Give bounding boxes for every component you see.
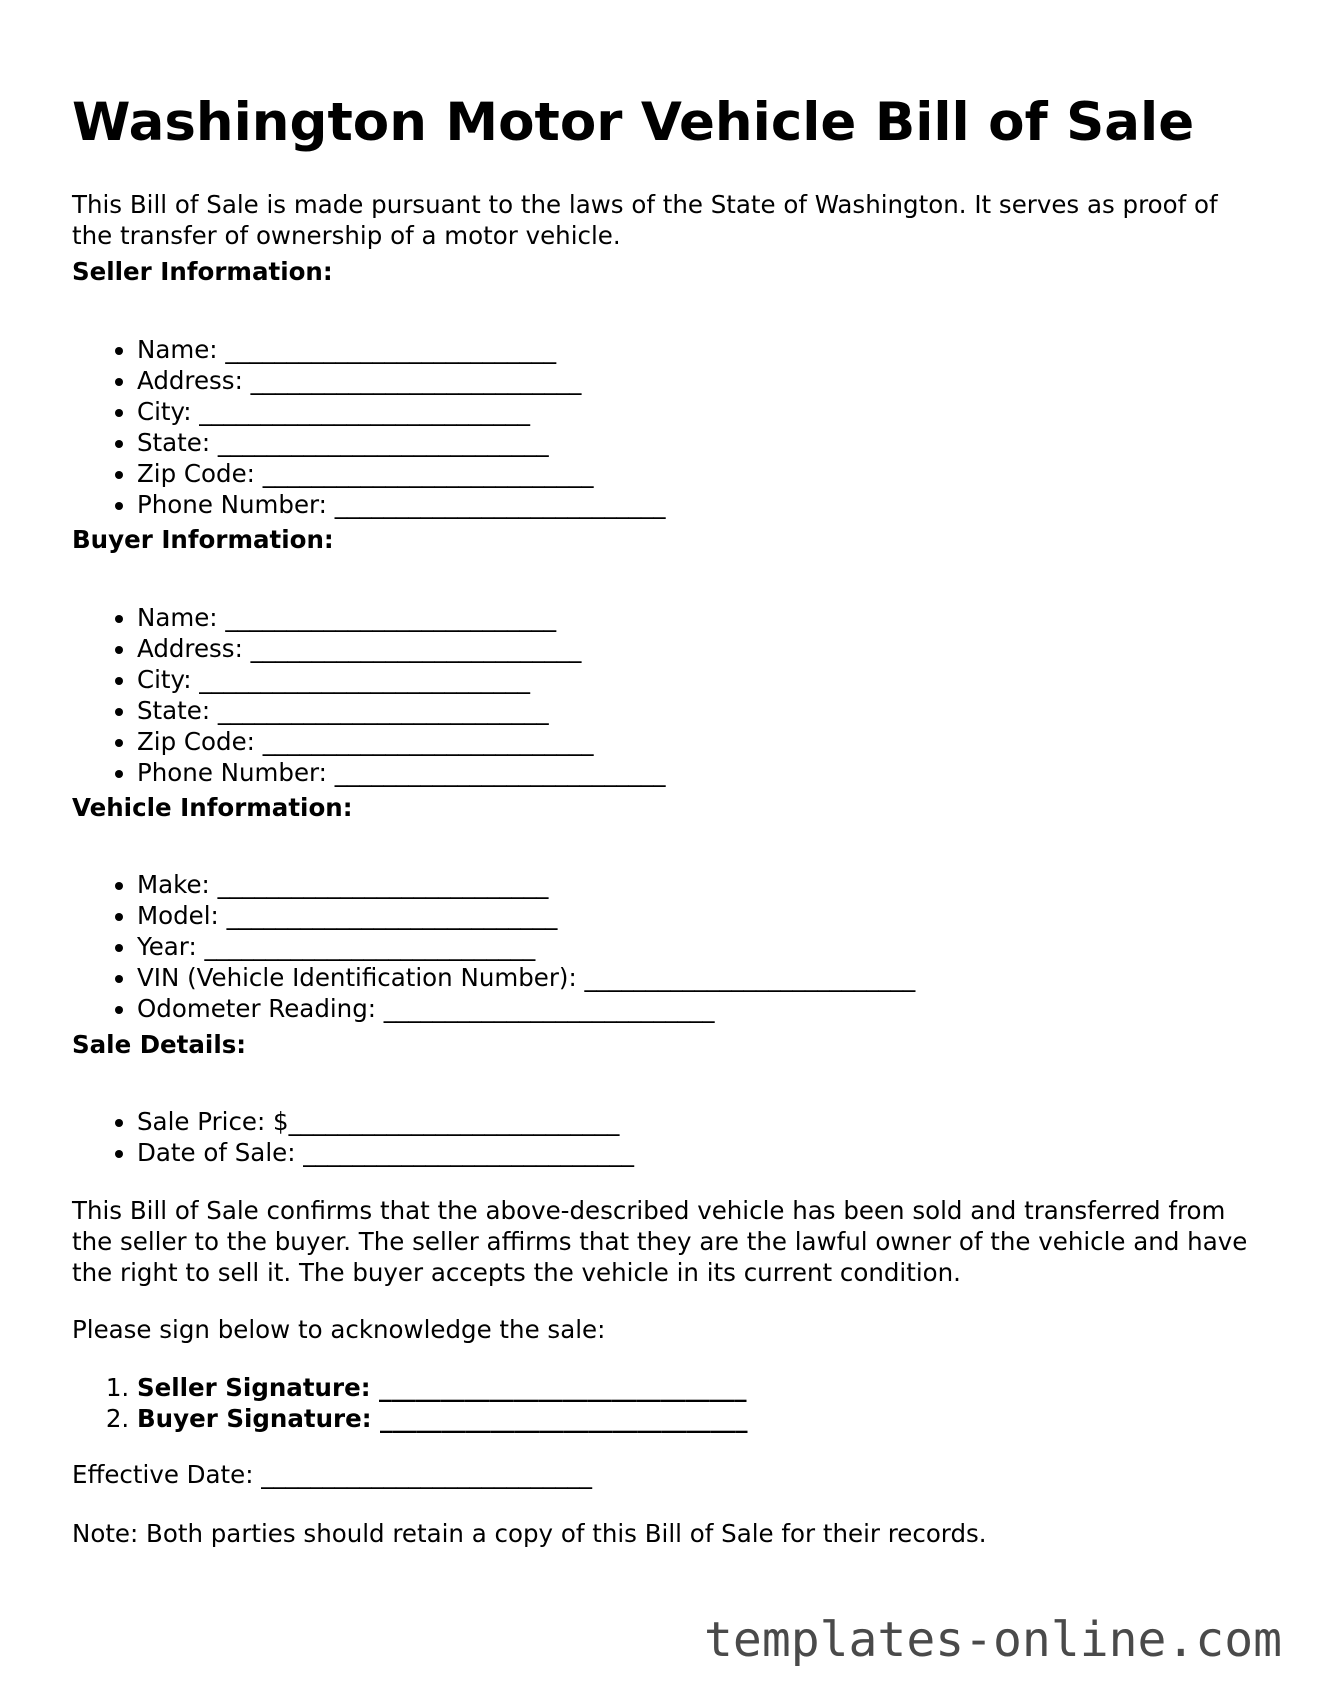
- watermark-logo: templates-online.com: [704, 1612, 1282, 1668]
- buyer-state-field: • State: ___________________________: [137, 695, 665, 726]
- seller-city-field: • City: ___________________________: [137, 396, 665, 427]
- buyer-city-field: • City: ___________________________: [137, 664, 665, 695]
- buyer-address-field: • Address: ___________________________: [137, 633, 665, 664]
- buyer-zip-field: • Zip Code: ___________________________: [137, 726, 665, 757]
- vehicle-odometer-field: • Odometer Reading: ___________________________: [137, 993, 915, 1024]
- seller-zip-field: • Zip Code: ___________________________: [137, 458, 665, 489]
- document-title: Washington Motor Vehicle Bill of Sale: [72, 92, 1195, 153]
- retention-note: Note: Both parties should retain a copy of this Bill of Sale for their records.: [72, 1519, 987, 1548]
- vehicle-field-list: [72, 869, 915, 1024]
- buyer-name-field: • Name: ___________________________: [137, 602, 665, 633]
- buyer-phone-field: • Phone Number: ___________________________: [137, 757, 665, 788]
- signature-list: [72, 1372, 748, 1434]
- buyer-signature-line: [137, 1403, 748, 1434]
- vehicle-vin-field: • VIN (Vehicle Identification Number): ___________________________: [137, 962, 915, 993]
- sale-field-list: [72, 1106, 634, 1168]
- intro-paragraph: This Bill of Sale is made pursuant to the laws of the State of Washington. It serves as proof of the transfer of ownership of a motor vehicle.: [72, 190, 1218, 250]
- buyer-heading: Buyer Information:: [72, 525, 334, 554]
- vehicle-model-field: • Model: ___________________________: [137, 900, 915, 931]
- sale-date-field: • Date of Sale: ___________________________: [137, 1137, 634, 1168]
- seller-phone-field: • Phone Number: ___________________________: [137, 489, 665, 520]
- seller-signature-line: [137, 1372, 748, 1403]
- seller-signature-label: Seller Signature: ______________________________: [137, 1373, 747, 1402]
- sale-heading: Sale Details:: [72, 1030, 247, 1059]
- vehicle-make-field: • Make: ___________________________: [137, 869, 915, 900]
- seller-field-list: [72, 334, 665, 520]
- vehicle-year-field: • Year: ___________________________: [137, 931, 915, 962]
- effective-date-line: Effective Date: ___________________________: [72, 1460, 593, 1489]
- seller-state-field: • State: ___________________________: [137, 427, 665, 458]
- sale-price-field: • Sale Price: $___________________________: [137, 1106, 634, 1137]
- confirmation-paragraph: This Bill of Sale confirms that the above-described vehicle has been sold and transferred from the seller to the buyer. The seller affirms that they are the lawful owner of the vehicle and have the right to sell it. The buyer accepts the vehicle in its current condition.: [72, 1196, 1248, 1287]
- seller-address-field: • Address: ___________________________: [137, 365, 665, 396]
- buyer-field-list: [72, 602, 665, 788]
- buyer-signature-label: Buyer Signature: ______________________________: [137, 1404, 748, 1433]
- sign-prompt: Please sign below to acknowledge the sale:: [72, 1315, 606, 1344]
- seller-name-field: • Name: ___________________________: [137, 334, 665, 365]
- vehicle-heading: Vehicle Information:: [72, 793, 353, 822]
- seller-heading: Seller Information:: [72, 257, 333, 286]
